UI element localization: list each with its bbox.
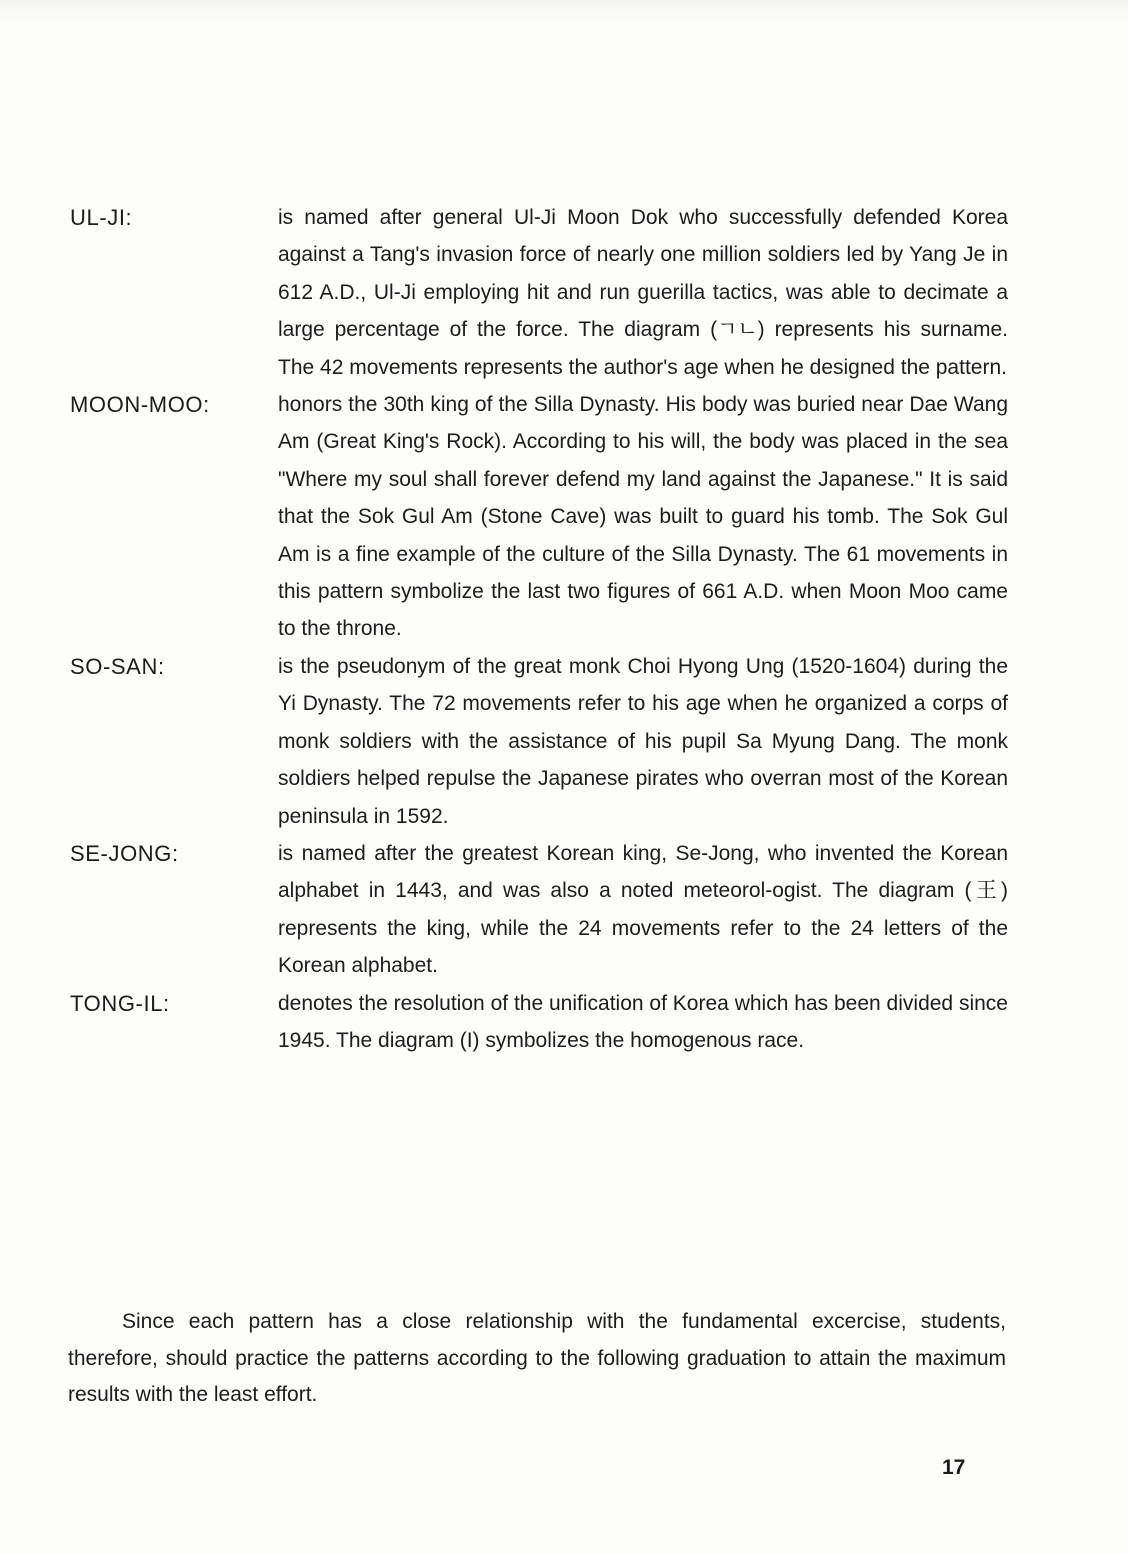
- pattern-term: MOON-MOO:: [70, 392, 210, 418]
- pattern-entry-moon-moo: [70, 386, 1010, 648]
- pattern-entry-se-jong: [70, 835, 1010, 985]
- pattern-entry-tong-il: [70, 985, 1010, 1060]
- pattern-description: is named after general Ul-Ji Moon Dok who successfully defended Korea against a Tang's invasion force of nearly one million soldiers led by Yang Je in 612 A.D., Ul-Ji employing hit and run guerilla tactics, was able to decimate a large percentage of the force. The diagram (ㄱㄴ) represents his surname. The 42 movements represents the author's age when he designed the pattern.: [278, 206, 1008, 379]
- pattern-term: TONG-IL:: [70, 990, 170, 1016]
- pattern-term: SE-JONG:: [70, 840, 179, 866]
- pattern-description: is named after the greatest Korean king, Se-Jong, who invented the Korean alphabet in 1443, and was also a noted meteorol-ogist. The diagram (王) represents the king, while the 24 movements refer to the 24 letters of the Korean alphabet.: [278, 841, 1008, 978]
- pattern-description: honors the 30th king of the Silla Dynasty. His body was buried near Dae Wang Am (Great King's Rock). According to his will, the body was placed in the sea "Where my soul shall forever defend my land against the Japanese." It is said that the Sok Gul Am (Stone Cave) was built to guard his tomb. The Sok Gul Am is a fine example of the culture of the Silla Dynasty. The 61 movements in this pattern symbolize the last two figures of 661 A.D. when Moon Moo came to the throne.: [278, 393, 1008, 641]
- pattern-entry-so-san: [70, 648, 1010, 835]
- pattern-term: UL-JI:: [70, 205, 133, 230]
- page-number: 17: [942, 1456, 966, 1479]
- closing-paragraph: Since each pattern has a close relationship with the fundamental excercise, students, therefore, should practice the patterns according to the following graduation to attain the maximum results with the least effort.: [68, 1310, 1006, 1406]
- pattern-entry-ul-ji: [70, 199, 1010, 386]
- scan-edge: [0, 0, 1128, 22]
- pattern-description: denotes the resolution of the unification of Korea which has been divided since 1945. The diagram (I) symbolizes the homogenous race.: [278, 991, 1008, 1052]
- pattern-term: SO-SAN:: [70, 653, 165, 679]
- pattern-definition-list: [70, 199, 1010, 1059]
- pattern-description: is the pseudonym of the great monk Choi Hyong Ung (1520-1604) during the Yi Dynasty. The 72 movements refer to his age when he organized a corps of monk soldiers with the assistance of his pupil Sa Myung Dang. The monk soldiers helped repulse the Japanese pirates who overran most of the Korean peninsula in 1592.: [278, 654, 1008, 828]
